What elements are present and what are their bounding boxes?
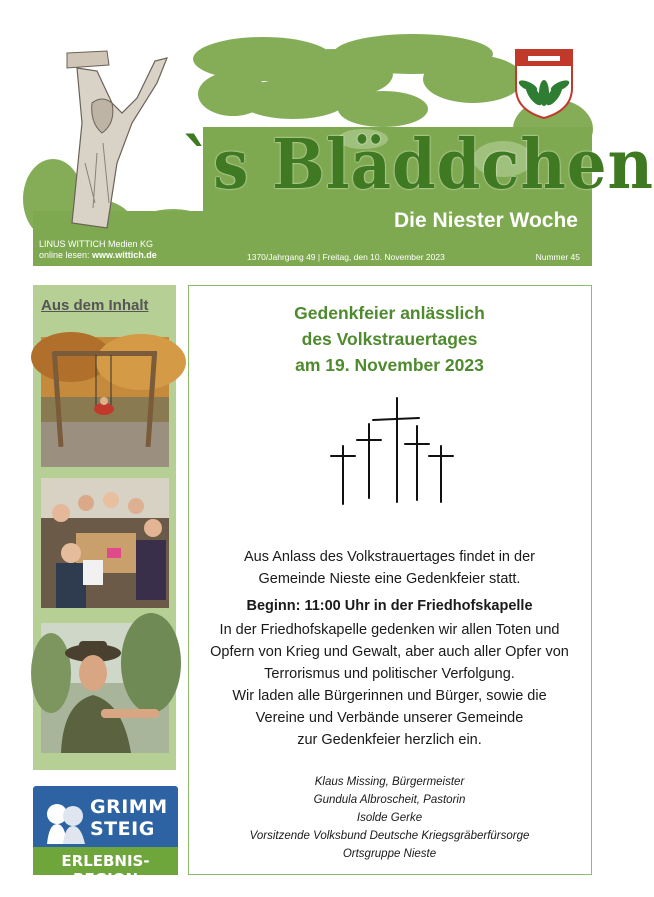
text-line: Gemeinde Nieste eine Gedenkfeier statt.	[258, 571, 521, 587]
contents-sidebar	[33, 285, 176, 770]
playground-swing-photo[interactable]	[41, 337, 169, 467]
newspaper-subtitle: Die Niester Woche	[393, 209, 578, 232]
publisher-name: LINUS WITTICH Medien KG	[39, 239, 154, 249]
signature-line: Isolde Gerke	[356, 812, 423, 824]
grimm-logo-text-3: ERLEBNIS-REGION	[61, 852, 150, 888]
municipal-crest-icon	[514, 48, 574, 120]
text-line: Aus Anlass des Volkstrauertages findet in der	[244, 549, 535, 565]
headline-line: am 19. November 2023	[295, 355, 484, 375]
grimmsteig-logo[interactable]	[33, 786, 178, 888]
grimm-logo-text-2: STEIG	[90, 818, 155, 840]
issue-info: 1370/Jahrgang 49 | Freitag, den 10. November 2023	[247, 252, 445, 262]
main-article	[188, 285, 592, 875]
signature-line: Vorsitzende Volksbund Deutsche Kriegsgräberfürsorge	[249, 830, 530, 842]
text-line: In der Friedhofskapelle gedenken wir allen Toten und	[219, 622, 560, 638]
online-reading-line	[39, 250, 157, 261]
text-line: Vereine und Verbände unserer Gemeinde	[255, 710, 524, 726]
grimm-brothers-icon	[43, 796, 88, 844]
article-headline	[189, 300, 590, 378]
text-line: Wir laden alle Bürgerinnen und Bürger, sowie die	[232, 688, 547, 704]
text-line: Terrorismus und politischer Verfolgung.	[264, 666, 515, 682]
text-line: Opfern von Krieg und Gewalt, aber auch aller Opfer von	[210, 644, 569, 660]
signature-line: Klaus Missing, Bürgermeister	[314, 776, 465, 788]
article-body	[189, 619, 590, 751]
headline-line: Gedenkfeier anlässlich	[294, 303, 485, 323]
signature-line: Gundula Albroscheit, Pastorin	[313, 794, 466, 806]
children-classroom-photo[interactable]	[41, 478, 169, 608]
contents-heading: Aus dem Inhalt	[41, 297, 149, 314]
headline-line: des Volkstrauertages	[301, 329, 478, 349]
text-line: zur Gedenkfeier herzlich ein.	[297, 732, 482, 748]
signature-line: Ortsgruppe Nieste	[342, 848, 437, 860]
man-with-hat-photo[interactable]	[41, 623, 169, 753]
grimm-logo-text-1: GRIMM	[90, 796, 168, 818]
publisher-url-link[interactable]: www.wittich.de	[92, 250, 157, 260]
online-label: online lesen:	[39, 250, 93, 260]
masthead	[33, 39, 654, 266]
memorial-crosses-icon	[329, 396, 459, 508]
wood-sculpture-graphic	[37, 43, 187, 233]
article-intro	[189, 546, 590, 590]
newspaper-title: `s Bläddchen	[181, 125, 654, 205]
event-start-time: Beginn: 11:00 Uhr in der Friedhofskapelle	[246, 598, 533, 614]
issue-number: Nummer 45	[535, 252, 580, 262]
publisher-info	[39, 239, 157, 261]
article-signatures	[189, 773, 590, 863]
